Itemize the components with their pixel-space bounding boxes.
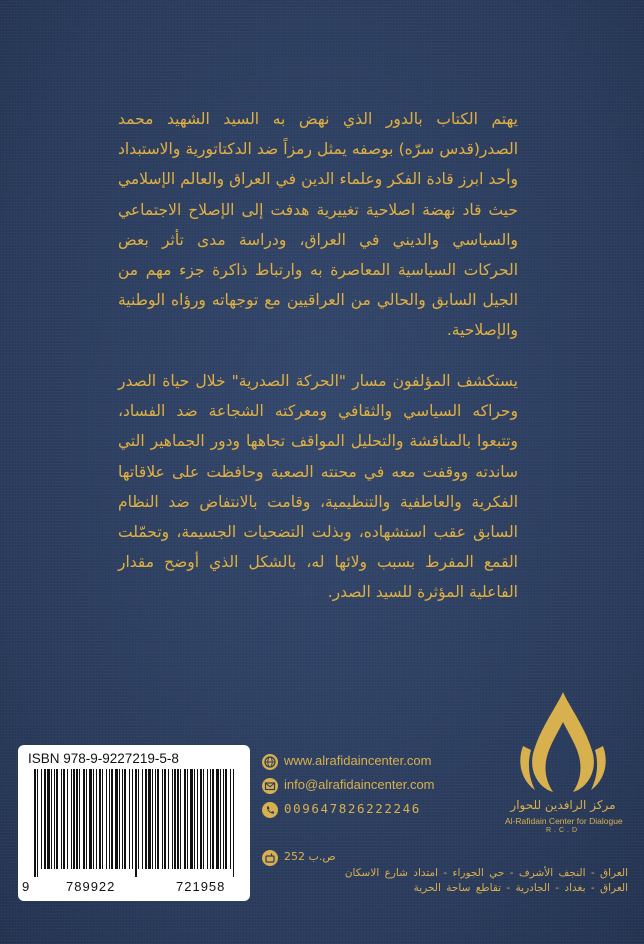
barcode-bar	[106, 769, 107, 869]
barcode-label	[18, 745, 250, 901]
barcode-bar	[162, 769, 163, 869]
barcode-bars	[32, 769, 238, 877]
barcode-bar	[124, 769, 126, 869]
barcode-digits	[22, 879, 246, 895]
barcode-bar	[83, 769, 85, 869]
publisher-name-english: Al-Rafidain Center for Dialogue	[505, 816, 623, 826]
barcode-bar	[230, 769, 231, 869]
barcode-bar	[61, 769, 62, 869]
contact-phone-row	[262, 800, 502, 824]
barcode-bar	[187, 769, 188, 869]
barcode-digit-first: 9	[22, 879, 30, 894]
barcode-bar	[164, 769, 166, 869]
publisher-name-arabic: مركز الرافدين للحوار	[510, 798, 616, 812]
barcode-bar	[174, 769, 176, 869]
barcode-digits-right: 721958	[176, 879, 226, 894]
description-paragraph-1: يهتم الكتاب بالدور الذي نهض به السيد الشهيد محمد الصدر(قدس سرّه) بوصفه يمثل رمزاً ضد الدكتاتورية والاستبداد وأحد ابرز قادة الفكر وعلماء الدين في العراق والعالم الإسلامي حيث قاد نهضة اصلاحية تغييرية هدفت إلى الإصلاح الاجتماعي والسياسي والديني في العراق، ودراسة مدى تأثر بعض الحركات السياسية المعاصرة به وارتباط ذاكرة جزء مهم من الجيل السابق والحالي من العراقيين مع توجهاته ورؤاه الوطنية والإصلاحية.	[118, 110, 518, 340]
email-link[interactable]: info@alrafidaincenter.com	[284, 777, 435, 792]
barcode-bar	[89, 769, 92, 869]
barcode-bar	[194, 769, 195, 869]
description-paragraph-2: يستكشف المؤلفون مسار "الحركة الصدرية" خلال حياة الصدر وحراكه السياسي والثقافي ومعركته الشجاعة ضد الفساد، وتتبعوا بالمناقشة والتحليل المواقف تجاهها ودور الجماهير التي ساندته ووقفت معه في محنته الصعبة وحافظت على علاقاتها الفكرية والعاطفية والتنظيمية، وقامت بالانتفاض ضد النظام السابق عقب استشهاده، وبذلت التضحيات الجسيمة، وتحمّلت القمع المفرط بسبب ولائها له، بالشكل الذي أوضح مقدار الفاعلية المؤثرة للسيد الصدر.	[118, 372, 518, 602]
barcode-bar	[203, 769, 204, 869]
barcode-bar	[63, 769, 65, 869]
barcode-bar	[225, 769, 227, 869]
barcode-bar	[56, 769, 58, 869]
email-icon	[262, 778, 278, 794]
barcode-bar	[220, 769, 221, 869]
barcode-bar	[132, 769, 133, 869]
address-najaf: العراق - النجف الأشرف - حي الجوراء - امتداد شارع الاسكان	[344, 867, 628, 879]
barcode-bar	[119, 769, 120, 869]
globe-icon	[262, 754, 278, 770]
barcode-bar	[223, 769, 224, 869]
barcode-bar	[177, 769, 179, 869]
publisher-abbreviation: R.C.D	[545, 827, 581, 834]
phone-number[interactable]: 009647826222246	[284, 801, 421, 816]
barcode-bar	[155, 769, 156, 869]
barcode-bar	[212, 769, 214, 869]
phone-icon	[262, 802, 278, 818]
barcode-bar	[54, 769, 55, 869]
barcode-bar	[115, 769, 118, 869]
barcode-bar	[93, 769, 94, 869]
barcode-bar	[190, 769, 193, 869]
barcode-bar	[44, 769, 46, 869]
barcode-bar	[47, 769, 50, 869]
contact-info	[262, 752, 502, 824]
barcode-bar	[71, 769, 72, 869]
barcode-bar	[138, 769, 139, 869]
barcode-bar	[34, 769, 36, 877]
barcode-bar	[207, 769, 208, 869]
barcode-bar	[233, 769, 234, 877]
barcode-bar	[111, 769, 113, 869]
barcode-bar	[145, 769, 147, 869]
publisher-logo	[505, 688, 621, 844]
barcode-bar	[67, 769, 68, 869]
barcode-bar	[210, 769, 211, 869]
contact-website-row	[262, 752, 502, 776]
barcode-bar	[76, 769, 78, 869]
barcode-bar	[99, 769, 101, 869]
barcode-bar	[135, 769, 137, 877]
barcode-bar	[79, 769, 80, 869]
website-link[interactable]: www.alrafidaincenter.com	[284, 753, 432, 768]
address-block	[262, 866, 628, 912]
barcode-bar	[172, 769, 173, 869]
barcode-bar	[86, 769, 87, 869]
address-baghdad: العراق - بغداد - الجادرية - تقاطع ساحة الحرية	[413, 882, 628, 894]
mailbox-icon	[262, 850, 278, 866]
barcode-bar	[122, 769, 123, 869]
barcode-bar	[109, 769, 110, 869]
barcode-bar	[96, 769, 97, 869]
barcode-bar	[129, 769, 130, 869]
po-box-text: ص.ب 252	[284, 850, 336, 863]
contact-email-row	[262, 776, 502, 800]
barcode-bar	[180, 769, 181, 869]
barcode-bar	[200, 769, 202, 869]
barcode-bar	[102, 769, 103, 869]
barcode-digits-left: 789922	[66, 879, 116, 894]
barcode-bar	[142, 769, 143, 869]
barcode-bar	[73, 769, 75, 869]
barcode-bar	[37, 769, 38, 877]
barcode-bar	[148, 769, 151, 869]
barcode-bar	[168, 769, 169, 869]
barcode-graphic	[32, 769, 238, 877]
barcode-bar	[216, 769, 219, 869]
barcode-bar	[152, 769, 153, 869]
barcode-bar	[41, 769, 42, 869]
barcode-bar	[157, 769, 159, 869]
barcode-bar	[184, 769, 186, 869]
isbn-number: ISBN 978-9-9227219-5-8	[28, 751, 179, 766]
barcode-bar	[197, 769, 198, 869]
barcode-bar	[51, 769, 52, 869]
rafidain-emblem-icon	[505, 688, 621, 798]
